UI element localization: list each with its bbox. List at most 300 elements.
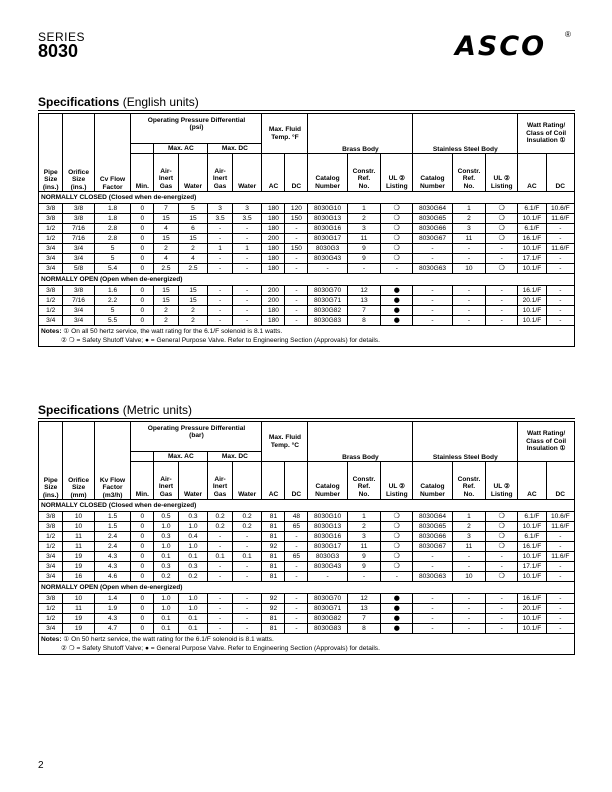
- table-cell: -: [546, 594, 574, 604]
- table-cell: 8: [347, 316, 381, 326]
- table-cell: -: [413, 604, 452, 614]
- table-cell: 1.6: [94, 286, 131, 296]
- col-watt-dc: DC: [546, 154, 574, 192]
- table-cell: -: [413, 254, 452, 264]
- table-cell: 15: [178, 234, 208, 244]
- table-cell: 0: [131, 552, 154, 562]
- table-cell: 3: [208, 204, 232, 214]
- table-cell: 7/16: [63, 234, 94, 244]
- table-cell: 10: [63, 522, 94, 532]
- table-cell: 0.2: [232, 512, 262, 522]
- table-cell: 0: [131, 624, 154, 634]
- table-cell: 0.2: [154, 572, 178, 582]
- table-cell: 0: [131, 604, 154, 614]
- table-cell: -: [285, 316, 308, 326]
- table-cell: 0: [131, 542, 154, 552]
- table-cell: 2: [154, 306, 178, 316]
- table-cell: 1.5: [94, 522, 131, 532]
- table-cell: 11.6/F: [546, 244, 574, 254]
- table-cell: 3/4: [63, 244, 94, 254]
- col-pipe-size: Pipe Size (ins.): [39, 114, 63, 192]
- table-cell: 9: [347, 244, 381, 254]
- table-cell: 1.0: [178, 522, 208, 532]
- table-cell: 0.1: [232, 552, 262, 562]
- table-cell: 2: [178, 244, 208, 254]
- table-cell: 150: [285, 214, 308, 224]
- table-cell: 0: [131, 296, 154, 306]
- table-cell: 1/2: [39, 306, 63, 316]
- metric-specs-table: [38, 421, 575, 655]
- table-cell: -: [208, 316, 232, 326]
- table-cell: ❍: [381, 254, 413, 264]
- table-cell: 19: [63, 552, 94, 562]
- english-title-units: (English units): [122, 95, 199, 109]
- table-cell: 8030G70: [308, 286, 347, 296]
- table-cell: 8030G64: [413, 512, 452, 522]
- table-cell: 0.1: [178, 552, 208, 562]
- table-cell: 180: [262, 204, 285, 214]
- table-cell: 8030G66: [413, 532, 452, 542]
- table-cell: 8030G13: [308, 214, 347, 224]
- col-orifice-size: Orifice Size (ins.): [63, 114, 94, 192]
- max-dc-header: Max. DC: [208, 144, 262, 154]
- table-cell: -: [486, 316, 518, 326]
- table-cell: 17.1/F: [518, 254, 546, 264]
- table-cell: ❍: [381, 522, 413, 532]
- table-row: [39, 604, 575, 614]
- table-cell: 0.3: [154, 532, 178, 542]
- table-cell: ●: [381, 286, 413, 296]
- table-cell: 0: [131, 214, 154, 224]
- table-cell: 81: [262, 572, 285, 582]
- table-cell: 10.1/F: [518, 614, 546, 624]
- table-cell: 12: [347, 594, 381, 604]
- table-row: [39, 512, 575, 522]
- table-cell: 12: [347, 286, 381, 296]
- table-cell: 5.5: [94, 316, 131, 326]
- table-cell: 3: [452, 224, 486, 234]
- table-cell: 4: [154, 254, 178, 264]
- table-cell: 8030G10: [308, 204, 347, 214]
- col-ss-constr: Constr. Ref. No.: [452, 462, 486, 500]
- col-brass-catalog: Catalog Number: [308, 462, 347, 500]
- col-brass-constr: Constr. Ref. No.: [347, 462, 381, 500]
- table-cell: 3/8: [39, 512, 63, 522]
- registered-mark: ®: [565, 30, 571, 39]
- table-cell: -: [232, 594, 262, 604]
- table-cell: 3.5: [232, 214, 262, 224]
- table-cell: -: [413, 624, 452, 634]
- table-cell: -: [546, 224, 574, 234]
- table-cell: -: [413, 316, 452, 326]
- table-cell: -: [486, 254, 518, 264]
- table-cell: 81: [262, 624, 285, 634]
- table-cell: 180: [262, 214, 285, 224]
- table-cell: 10.1/F: [518, 624, 546, 634]
- table-cell: 6.1/F: [518, 204, 546, 214]
- series-label: SERIES: [38, 30, 86, 44]
- table-cell: -: [285, 572, 308, 582]
- table-cell: 10.6/F: [546, 512, 574, 522]
- table-cell: -: [232, 254, 262, 264]
- table-cell: 0: [131, 264, 154, 274]
- table-cell: -: [546, 532, 574, 542]
- table-cell: 0.4: [178, 532, 208, 542]
- table-cell: -: [232, 224, 262, 234]
- table-cell: -: [285, 306, 308, 316]
- opd-header: Operating Pressure Differential (psi): [131, 114, 262, 144]
- table-cell: 2: [452, 522, 486, 532]
- table-cell: -: [546, 234, 574, 244]
- table-cell: ❍: [381, 234, 413, 244]
- table-cell: 10: [452, 572, 486, 582]
- col-ac-water: Water: [178, 154, 208, 192]
- max-ac-header: Max. AC: [154, 452, 208, 462]
- table-cell: 200: [262, 286, 285, 296]
- table-cell: 0: [131, 204, 154, 214]
- table-cell: 10.1/F: [518, 316, 546, 326]
- table-cell: 7: [347, 614, 381, 624]
- table-cell: 3: [347, 224, 381, 234]
- table-cell: 3/4: [63, 254, 94, 264]
- col-ac-water: Water: [178, 462, 208, 500]
- page-number: 2: [38, 760, 44, 771]
- table-cell: 20.1/F: [518, 604, 546, 614]
- table-cell: 4: [178, 254, 208, 264]
- table-cell: -: [546, 286, 574, 296]
- table-row: [39, 224, 575, 234]
- table-cell: 1: [347, 512, 381, 522]
- table-cell: 7: [154, 204, 178, 214]
- section-label: NORMALLY CLOSED (Closed when de-energized): [39, 500, 575, 512]
- table-cell: 2: [154, 316, 178, 326]
- english-title-bold: Specifications: [38, 95, 120, 109]
- table-cell: -: [285, 562, 308, 572]
- table-cell: 200: [262, 234, 285, 244]
- brass-body-header: Brass Body: [308, 114, 413, 154]
- table-cell: 8: [347, 624, 381, 634]
- table-cell: 15: [154, 234, 178, 244]
- table-cell: -: [285, 254, 308, 264]
- table-cell: -: [285, 604, 308, 614]
- table-cell: -: [413, 614, 452, 624]
- table-cell: -: [413, 306, 452, 316]
- table-cell: 1: [208, 244, 232, 254]
- table-cell: -: [486, 296, 518, 306]
- table-cell: -: [486, 552, 518, 562]
- table-cell: ●: [381, 296, 413, 306]
- opd-header: Operating Pressure Differential (bar): [131, 422, 262, 452]
- table-cell: 2.8: [94, 234, 131, 244]
- table-row: [39, 286, 575, 296]
- table-cell: 8030G82: [308, 614, 347, 624]
- table-cell: 2: [347, 522, 381, 532]
- table-cell: 3/4: [39, 562, 63, 572]
- table-cell: -: [208, 254, 232, 264]
- table-cell: -: [232, 306, 262, 316]
- table-cell: ❍: [381, 512, 413, 522]
- table-cell: 1.0: [154, 604, 178, 614]
- table-cell: 2.4: [94, 532, 131, 542]
- table-cell: 8030G67: [413, 234, 452, 244]
- table-cell: ❍: [486, 214, 518, 224]
- table-cell: ❍: [381, 204, 413, 214]
- table-cell: 0: [131, 244, 154, 254]
- table-cell: -: [208, 224, 232, 234]
- table-cell: -: [413, 594, 452, 604]
- table-cell: -: [381, 572, 413, 582]
- col-pipe-size: Pipe Size (ins.): [39, 422, 63, 500]
- table-cell: ❍: [381, 562, 413, 572]
- table-cell: -: [208, 542, 232, 552]
- table-cell: 1/2: [39, 614, 63, 624]
- table-cell: 1.0: [178, 594, 208, 604]
- col-brass-constr: Constr. Ref. No.: [347, 154, 381, 192]
- watt-rating-header: Watt Rating/ Class of Coil Insulation ①: [518, 114, 575, 154]
- table-cell: ❍: [486, 204, 518, 214]
- asco-logo: [455, 31, 565, 62]
- table-cell: -: [546, 316, 574, 326]
- table-cell: 3: [347, 532, 381, 542]
- table-cell: -: [546, 306, 574, 316]
- table-cell: 3/8: [39, 204, 63, 214]
- table-cell: 8030G43: [308, 254, 347, 264]
- table-cell: -: [308, 572, 347, 582]
- table-cell: ❍: [486, 224, 518, 234]
- table-cell: ❍: [486, 512, 518, 522]
- table-row: [39, 532, 575, 542]
- table-cell: 17.1/F: [518, 562, 546, 572]
- table-cell: 0.3: [154, 562, 178, 572]
- table-cell: -: [285, 542, 308, 552]
- table-cell: 81: [262, 552, 285, 562]
- table-cell: 0: [131, 594, 154, 604]
- table-cell: -: [285, 624, 308, 634]
- table-cell: 0: [131, 512, 154, 522]
- table-cell: 8030G83: [308, 316, 347, 326]
- max-ac-header: Max. AC: [154, 144, 208, 154]
- table-cell: 4.7: [94, 624, 131, 634]
- table-cell: 16.1/F: [518, 542, 546, 552]
- col-flow-factor: Cv Flow Factor: [94, 114, 131, 192]
- col-ss-constr: Constr. Ref. No.: [452, 154, 486, 192]
- table-cell: 10.6/F: [546, 204, 574, 214]
- table-cell: -: [208, 624, 232, 634]
- table-cell: 4.3: [94, 614, 131, 624]
- table-cell: 0.2: [208, 522, 232, 532]
- table-cell: 19: [63, 624, 94, 634]
- table-cell: 8030G65: [413, 522, 452, 532]
- table-cell: 8030G70: [308, 594, 347, 604]
- table-cell: 3/8: [63, 204, 94, 214]
- table-cell: 1/2: [39, 542, 63, 552]
- col-temp-ac: AC: [262, 154, 285, 192]
- table-cell: 3/4: [39, 316, 63, 326]
- table-cell: 19: [63, 562, 94, 572]
- table-cell: -: [232, 286, 262, 296]
- table-cell: 10.1/F: [518, 214, 546, 224]
- table-cell: 1/2: [39, 234, 63, 244]
- table-cell: -: [486, 286, 518, 296]
- table-cell: -: [546, 542, 574, 552]
- table-cell: 81: [262, 614, 285, 624]
- table-cell: 19: [63, 614, 94, 624]
- table-cell: 200: [262, 296, 285, 306]
- table-cell: 6: [178, 224, 208, 234]
- table-cell: 7: [347, 306, 381, 316]
- table-cell: 1.0: [154, 594, 178, 604]
- table-cell: 81: [262, 532, 285, 542]
- english-specs-title: [38, 95, 199, 109]
- table-cell: 11: [63, 604, 94, 614]
- table-cell: -: [285, 224, 308, 234]
- table-cell: 3/8: [39, 594, 63, 604]
- table-cell: 0: [131, 532, 154, 542]
- table-cell: 16: [63, 572, 94, 582]
- table-cell: 3/4: [63, 316, 94, 326]
- table-cell: 8030G3: [308, 552, 347, 562]
- table-cell: 2: [347, 214, 381, 224]
- metric-title-units: (Metric units): [122, 403, 193, 417]
- table-cell: 5.4: [94, 264, 131, 274]
- table-cell: 3/8: [63, 286, 94, 296]
- col-watt-ac: AC: [518, 154, 546, 192]
- table-cell: ●: [381, 624, 413, 634]
- table-cell: -: [208, 594, 232, 604]
- table-row: [39, 214, 575, 224]
- table-cell: ❍: [381, 224, 413, 234]
- table-cell: ❍: [486, 522, 518, 532]
- table-cell: ●: [381, 594, 413, 604]
- table-cell: -: [285, 532, 308, 542]
- table-cell: 3/4: [39, 264, 63, 274]
- table-cell: -: [546, 296, 574, 306]
- table-cell: -: [452, 552, 486, 562]
- table-cell: ❍: [381, 532, 413, 542]
- table-cell: 92: [262, 542, 285, 552]
- table-cell: ●: [381, 316, 413, 326]
- table-cell: -: [486, 562, 518, 572]
- logo-text: ASCO: [455, 31, 547, 62]
- table-row: [39, 552, 575, 562]
- col-dc-gas: Air- Inert Gas: [208, 462, 232, 500]
- table-cell: -: [208, 296, 232, 306]
- table-cell: 10: [452, 264, 486, 274]
- table-cell: -: [452, 254, 486, 264]
- table-cell: 8030G71: [308, 296, 347, 306]
- table-cell: 1: [347, 204, 381, 214]
- table-cell: 8030G64: [413, 204, 452, 214]
- table-cell: 1.0: [154, 522, 178, 532]
- table-cell: 0.1: [178, 614, 208, 624]
- table-cell: 65: [285, 522, 308, 532]
- table-row: [39, 254, 575, 264]
- table-cell: 13: [347, 604, 381, 614]
- table-cell: -: [208, 562, 232, 572]
- english-title-rule: [38, 110, 575, 111]
- table-cell: 0: [131, 562, 154, 572]
- ss-body-header: Stainless Steel Body: [413, 114, 518, 154]
- col-ac-gas: Air- Inert Gas: [154, 154, 178, 192]
- table-cell: 1/2: [39, 532, 63, 542]
- table-cell: -: [546, 604, 574, 614]
- col-brass-catalog: Catalog Number: [308, 154, 347, 192]
- table-cell: 4.3: [94, 562, 131, 572]
- fluid-temp-header: Max. Fluid Temp. °C: [262, 422, 308, 462]
- table-cell: ●: [381, 604, 413, 614]
- table-cell: -: [232, 316, 262, 326]
- table-cell: 15: [178, 214, 208, 224]
- table-cell: 180: [262, 306, 285, 316]
- table-cell: 1.0: [178, 542, 208, 552]
- table-cell: 8030G3: [308, 244, 347, 254]
- table-cell: -: [232, 614, 262, 624]
- table-cell: 5: [94, 306, 131, 316]
- table-cell: 81: [262, 522, 285, 532]
- section-label: NORMALLY OPEN (Open when de-energized): [39, 274, 575, 286]
- table-cell: -: [232, 542, 262, 552]
- table-cell: 0: [131, 316, 154, 326]
- table-cell: -: [546, 572, 574, 582]
- table-cell: 11.6/F: [546, 214, 574, 224]
- table-cell: -: [452, 244, 486, 254]
- table-cell: 16.1/F: [518, 234, 546, 244]
- table-cell: 3/8: [63, 214, 94, 224]
- table-cell: 2.8: [94, 224, 131, 234]
- table-cell: 10: [63, 594, 94, 604]
- table-row: [39, 204, 575, 214]
- table-cell: -: [208, 264, 232, 274]
- table-cell: -: [486, 624, 518, 634]
- table-cell: 3: [232, 204, 262, 214]
- col-brass-ul: UL ② Listing: [381, 154, 413, 192]
- table-cell: -: [285, 614, 308, 624]
- table-cell: 0.3: [178, 512, 208, 522]
- table-cell: 150: [285, 244, 308, 254]
- table-cell: -: [486, 604, 518, 614]
- table-cell: 1: [452, 512, 486, 522]
- table-cell: 8030G63: [413, 264, 452, 274]
- table-cell: 5/8: [63, 264, 94, 274]
- table-cell: 3/4: [39, 244, 63, 254]
- table-cell: 8030G67: [413, 542, 452, 552]
- table-cell: 180: [262, 224, 285, 234]
- table-cell: 4.3: [94, 552, 131, 562]
- table-cell: 1: [452, 204, 486, 214]
- table-cell: 15: [178, 296, 208, 306]
- table-cell: 180: [262, 244, 285, 254]
- table-cell: 10.1/F: [518, 552, 546, 562]
- table-cell: -: [208, 532, 232, 542]
- table-row: [39, 572, 575, 582]
- table-cell: ●: [381, 306, 413, 316]
- table-cell: ❍: [486, 542, 518, 552]
- metric-notes: Notes: ① On 50 hertz service, the watt rating for the 6.1/F solenoid is 8.1 watts. ② ❍ = Safety Shutoff Valve; ● = General Purpose Valve. Refer to Engineering Section (Approvals) for details.: [39, 634, 575, 655]
- table-cell: -: [486, 244, 518, 254]
- table-cell: 0.1: [154, 624, 178, 634]
- table-cell: 8030G71: [308, 604, 347, 614]
- table-cell: 8030G16: [308, 532, 347, 542]
- col-dc-water: Water: [232, 462, 262, 500]
- table-cell: 11.6/F: [546, 522, 574, 532]
- table-cell: 2: [154, 244, 178, 254]
- table-cell: 4: [154, 224, 178, 234]
- ss-body-header: Stainless Steel Body: [413, 422, 518, 462]
- table-cell: -: [452, 594, 486, 604]
- table-cell: 1.0: [154, 542, 178, 552]
- table-cell: -: [452, 296, 486, 306]
- table-row: [39, 542, 575, 552]
